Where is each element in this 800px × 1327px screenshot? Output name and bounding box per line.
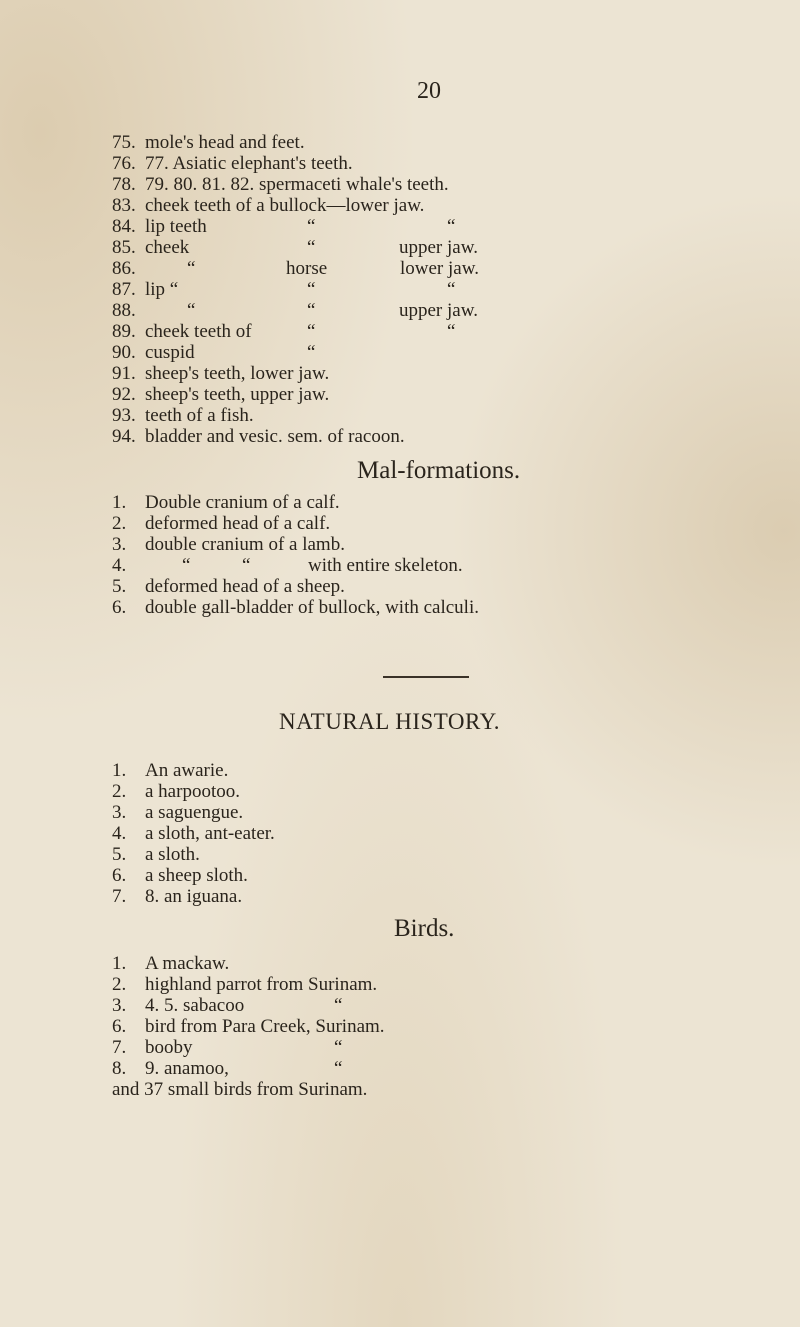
- list-item: [112, 342, 316, 364]
- list-item: [112, 886, 242, 908]
- item-number: 78.: [112, 174, 136, 195]
- item-text: sheep's teeth, lower jaw.: [145, 363, 330, 384]
- item-number: 6.: [112, 865, 127, 886]
- item-text: booby: [145, 1037, 193, 1058]
- list-item: [112, 823, 275, 845]
- ditto-mark: “: [187, 300, 196, 321]
- list-item: [112, 802, 243, 824]
- item-text: 9. anamoo,: [145, 1058, 229, 1079]
- item-number: 4.: [112, 555, 127, 576]
- item-number: 94.: [112, 426, 136, 447]
- item-number: 76.: [112, 153, 136, 174]
- ditto-mark: “: [447, 216, 456, 237]
- item-text: lip “: [145, 279, 179, 300]
- list-item: [112, 132, 305, 154]
- item-number: 87.: [112, 279, 136, 300]
- list-item: [112, 174, 449, 196]
- list-item: [112, 597, 479, 619]
- item-number: 2.: [112, 513, 127, 534]
- list-item: [112, 279, 456, 301]
- list-item: [112, 492, 340, 514]
- item-text: bird from Para Creek, Surinam.: [145, 1016, 385, 1037]
- item-number: 1.: [112, 760, 127, 781]
- item-text: and 37 small birds from Surinam.: [112, 1079, 368, 1100]
- ditto-mark: “: [334, 1037, 343, 1058]
- item-text: A mackaw.: [145, 953, 230, 974]
- item-number: 75.: [112, 132, 136, 153]
- list-item: [112, 844, 200, 866]
- list-item: [112, 300, 478, 322]
- item-text: 4. 5. sabacoo: [145, 995, 245, 1016]
- list-item: [112, 1058, 343, 1080]
- list-item: [112, 1016, 385, 1038]
- list-item: [112, 321, 456, 343]
- item-text: bladder and vesic. sem. of racoon.: [145, 426, 405, 447]
- item-text: teeth of a fish.: [145, 405, 254, 426]
- item-number: 4.: [112, 823, 127, 844]
- item-text: cheek: [145, 237, 190, 258]
- item-number: 5.: [112, 576, 127, 597]
- item-text: with entire skeleton.: [308, 555, 463, 576]
- item-number: 84.: [112, 216, 136, 237]
- item-number: 7.: [112, 1037, 127, 1058]
- item-text: deformed head of a sheep.: [145, 576, 345, 597]
- item-text: cheek teeth of: [145, 321, 252, 342]
- ditto-mark: “: [307, 216, 316, 237]
- item-text: 8. an iguana.: [145, 886, 243, 907]
- item-number: 3.: [112, 995, 127, 1016]
- list-item: [112, 513, 330, 535]
- item-text: Double cranium of a calf.: [145, 492, 340, 513]
- item-text: double cranium of a lamb.: [145, 534, 345, 555]
- item-number: 2.: [112, 781, 127, 802]
- list-item: [112, 216, 456, 238]
- section-divider: [383, 676, 469, 678]
- jaw-label: upper jaw.: [399, 300, 478, 321]
- ditto-mark: “: [242, 555, 251, 576]
- list-item: [112, 555, 463, 577]
- item-number: 3.: [112, 534, 127, 555]
- list-item: [112, 363, 329, 385]
- item-number: 5.: [112, 844, 127, 865]
- item-number: 83.: [112, 195, 136, 216]
- list-item: [112, 1079, 367, 1101]
- item-text: 77. Asiatic elephant's teeth.: [145, 153, 353, 174]
- item-text: sheep's teeth, upper jaw.: [145, 384, 330, 405]
- item-text: a harpootoo.: [145, 781, 240, 802]
- item-text: a sloth.: [145, 844, 200, 865]
- list-item: [112, 953, 229, 975]
- list-item: [112, 760, 228, 782]
- ditto-mark: “: [334, 995, 343, 1016]
- ditto-mark: “: [187, 258, 196, 279]
- item-text: a saguengue.: [145, 802, 244, 823]
- item-number: 91.: [112, 363, 136, 384]
- list-item: [112, 576, 345, 598]
- list-item: [112, 781, 240, 803]
- item-number: 85.: [112, 237, 136, 258]
- item-text: deformed head of a calf.: [145, 513, 331, 534]
- item-text: a sloth, ant-eater.: [145, 823, 275, 844]
- jaw-label: upper jaw.: [399, 237, 478, 258]
- list-item: [112, 426, 405, 448]
- ditto-mark: “: [307, 237, 316, 258]
- list-item: [112, 384, 329, 406]
- list-item: [112, 534, 345, 556]
- ditto-mark: “: [307, 342, 316, 363]
- ditto-mark: “: [307, 321, 316, 342]
- item-number: 6.: [112, 1016, 127, 1037]
- item-number: 1.: [112, 492, 127, 513]
- item-number: 3.: [112, 802, 127, 823]
- list-item: [112, 237, 478, 259]
- list-item: [112, 258, 479, 280]
- list-item: [112, 1037, 343, 1059]
- section-heading-malformations: Mal-formations.: [357, 457, 521, 484]
- ditto-mark: “: [334, 1058, 343, 1079]
- list-item: [112, 405, 254, 427]
- ditto-mark: “: [447, 321, 456, 342]
- item-number: 2.: [112, 974, 127, 995]
- item-text: a sheep sloth.: [145, 865, 248, 886]
- item-text: double gall-bladder of bullock, with calculi.: [145, 597, 479, 618]
- item-number: 92.: [112, 384, 136, 405]
- list-item: [112, 974, 377, 996]
- list-item: [112, 865, 248, 887]
- item-text: lip teeth: [145, 216, 207, 237]
- item-text: cheek teeth of a bullock—lower jaw.: [145, 195, 425, 216]
- page-number: 20: [417, 78, 441, 104]
- item-text: An awarie.: [145, 760, 229, 781]
- item-number: 88.: [112, 300, 136, 321]
- item-number: 6.: [112, 597, 127, 618]
- animal-label: horse: [286, 258, 328, 279]
- ditto-mark: “: [447, 279, 456, 300]
- item-text: cuspid: [145, 342, 195, 363]
- item-number: 86.: [112, 258, 136, 279]
- ditto-mark: “: [307, 279, 316, 300]
- section-heading-natural-history: NATURAL HISTORY.: [279, 709, 500, 734]
- item-number: 90.: [112, 342, 136, 363]
- item-text: highland parrot from Surinam.: [145, 974, 378, 995]
- list-item: [112, 153, 353, 175]
- item-number: 93.: [112, 405, 136, 426]
- item-number: 1.: [112, 953, 127, 974]
- section-heading-birds: Birds.: [394, 915, 455, 942]
- list-item: [112, 195, 424, 217]
- item-text: 79. 80. 81. 82. spermaceti whale's teeth.: [145, 174, 449, 195]
- item-number: 8.: [112, 1058, 127, 1079]
- item-text: mole's head and feet.: [145, 132, 305, 153]
- list-item: [112, 995, 343, 1017]
- ditto-mark: “: [307, 300, 316, 321]
- ditto-mark: “: [182, 555, 191, 576]
- item-number: 89.: [112, 321, 136, 342]
- item-number: 7.: [112, 886, 127, 907]
- jaw-label: lower jaw.: [400, 258, 479, 279]
